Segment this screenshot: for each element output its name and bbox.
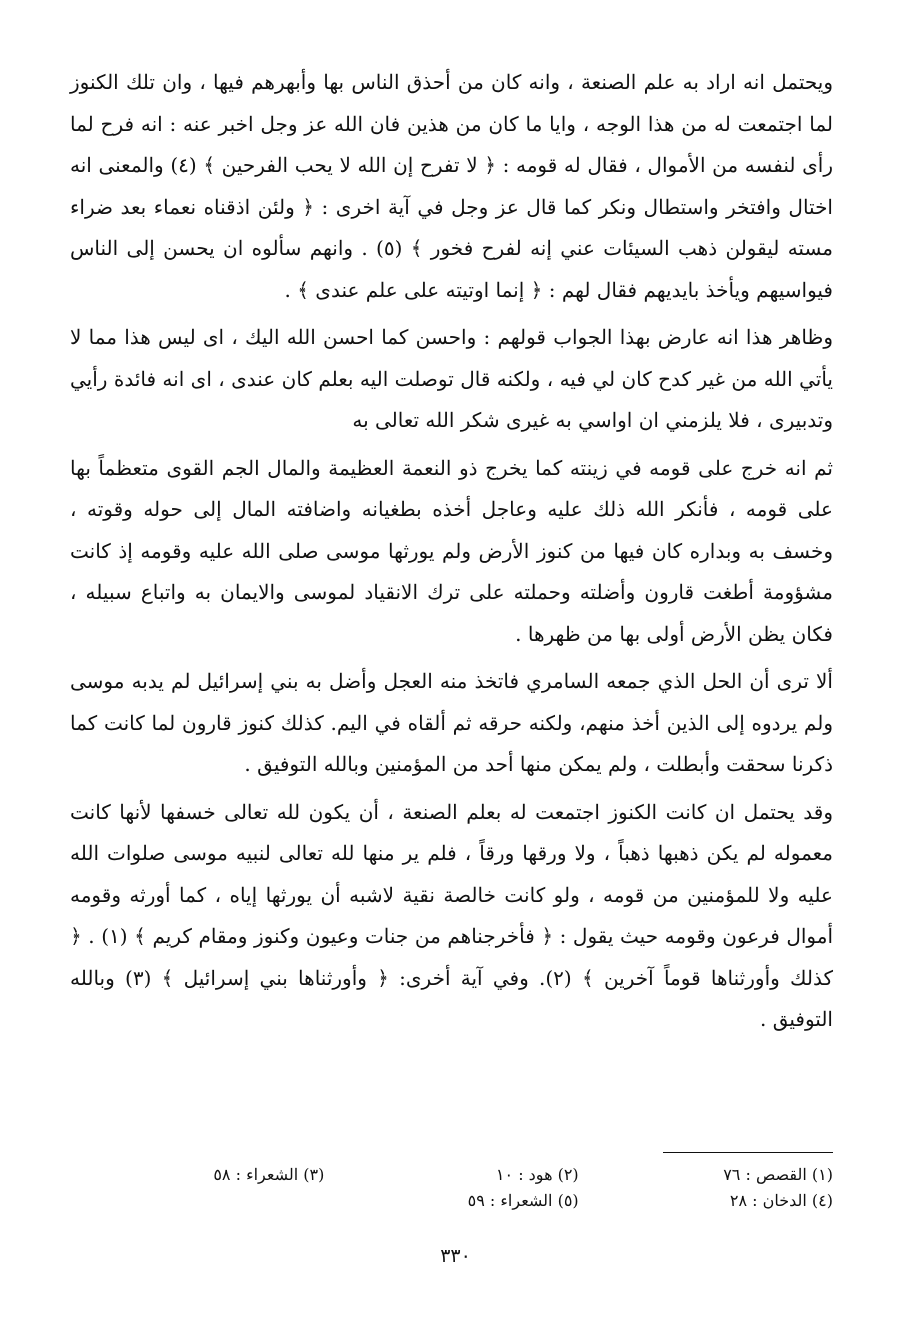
paragraph-3: ثم انه خرج على قومه في زينته كما يخرج ذو النعمة العظيمة والمال الجم القوى متعظماً بها على قومه ، فأنكر الله ذلك عليه وعاجل أخذه بطغيانه واضافته المال إلى حوله وقوته ، وخسف به وبداره كان فيها من كنوز الأرض ولم يورثها موسى صلى الله عليه وقومه إذ كانت مشؤومة أطغت قارون وأضلته وحملته على ترك الانقياد لموسى والايمان به واتباع سبيله ، فكان يظن الأرض أولى بها من ظهرها . <box>70 455 833 646</box>
paragraph-5: وقد يحتمل ان كانت الكنوز اجتمعت له بعلم الصنعة ، أن يكون لله تعالى خسفها لأنها كانت معموله لم يكن ذهبها ذهباً ، ولا ورقها ورقاً ، فلم ير منها لله تعالى لنبيه موسى صلوات الله عليه ولا للمؤمنين من قومه ، ولو كانت خالصة نقية لاشبه أن يورثها إياه ، كما أورثه وقومه أموال فرعون وقومه حيث يقول : ﴿ فأخرجناهم من جنات وعيون وكنوز ومقام كريم ﴾ (١) . ﴿ كذلك وأورثناها قوماً آخرين ﴾ (٢). وفي آية أخرى: ﴿ وأورثناها بني إسرائيل ﴾ (٣) وبالله التوفيق . <box>70 799 834 1031</box>
footnote-4: (٤) الدخان : ٢٨ <box>729 1191 833 1210</box>
footnotes <box>70 1162 833 1214</box>
footnote-divider <box>663 1152 833 1153</box>
footnote-3: (٣) الشعراء : ٥٨ <box>213 1165 325 1184</box>
paragraph-2: وظاهر هذا انه عارض بهذا الجواب قولهم : واحسن كما احسن الله اليك ، اى ليس هذا مما لا يأتي الله من غير كدح كان لي فيه ، ولكنه قال توصلت اليه بعلم كان عندى ، اى انه فائدة رأيي وتدبيرى ، فلا يلزمني ان اواسي به غيرى شكر الله تعالى به <box>70 325 833 432</box>
paragraph-4: ألا ترى أن الحل الذي جمعه السامري فاتخذ منه العجل وأضل به بني إسرائيل لم يدبه موسى ولم يردوه إلى الذين أخذ منهم، ولكنه حرقه ثم ألقاه في اليم. كذلك كنوز قارون لما كانت كما ذكرنا سحقت وأبطلت ، ولم يمكن منها أحد من المؤمنين وبالله التوفيق . <box>70 669 833 776</box>
footnote-2: (٢) هود : ١٠ <box>495 1165 579 1184</box>
paragraph-1: ويحتمل انه اراد به علم الصنعة ، وانه كان من أحذق الناس بها وأبهرهم فيها ، وان تلك الكنوز لما اجتمعت له من هذا الوجه ، وايا ما كان من هذين فان الله عز وجل اخبر عنه : انه فرح لما رأى لنفسه من الأموال ، فقال له قومه : ﴿ لا تفرح إن الله لا يحب الفرحين ﴾ (٤) والمعنى انه اختال وافتخر واستطال ونكر كما قال عز وجل في آية اخرى : ﴿ ولئن اذقناه نعماء بعد ضراء مسته ليقولن ذهب السيئات عني إنه لفرح فخور ﴾ (٥) . وانهم سألوه ان يحسن إلى الناس فيواسيهم ويأخذ بايديهم فقال لهم : ﴿ إنما اوتيته على علم عندى ﴾ . <box>70 70 834 302</box>
page-number: ٣٣٠ <box>440 1245 471 1267</box>
footnote-5: (٥) الشعراء : ٥٩ <box>467 1191 579 1210</box>
footnote-1: (١) القصص : ٧٦ <box>723 1165 833 1184</box>
